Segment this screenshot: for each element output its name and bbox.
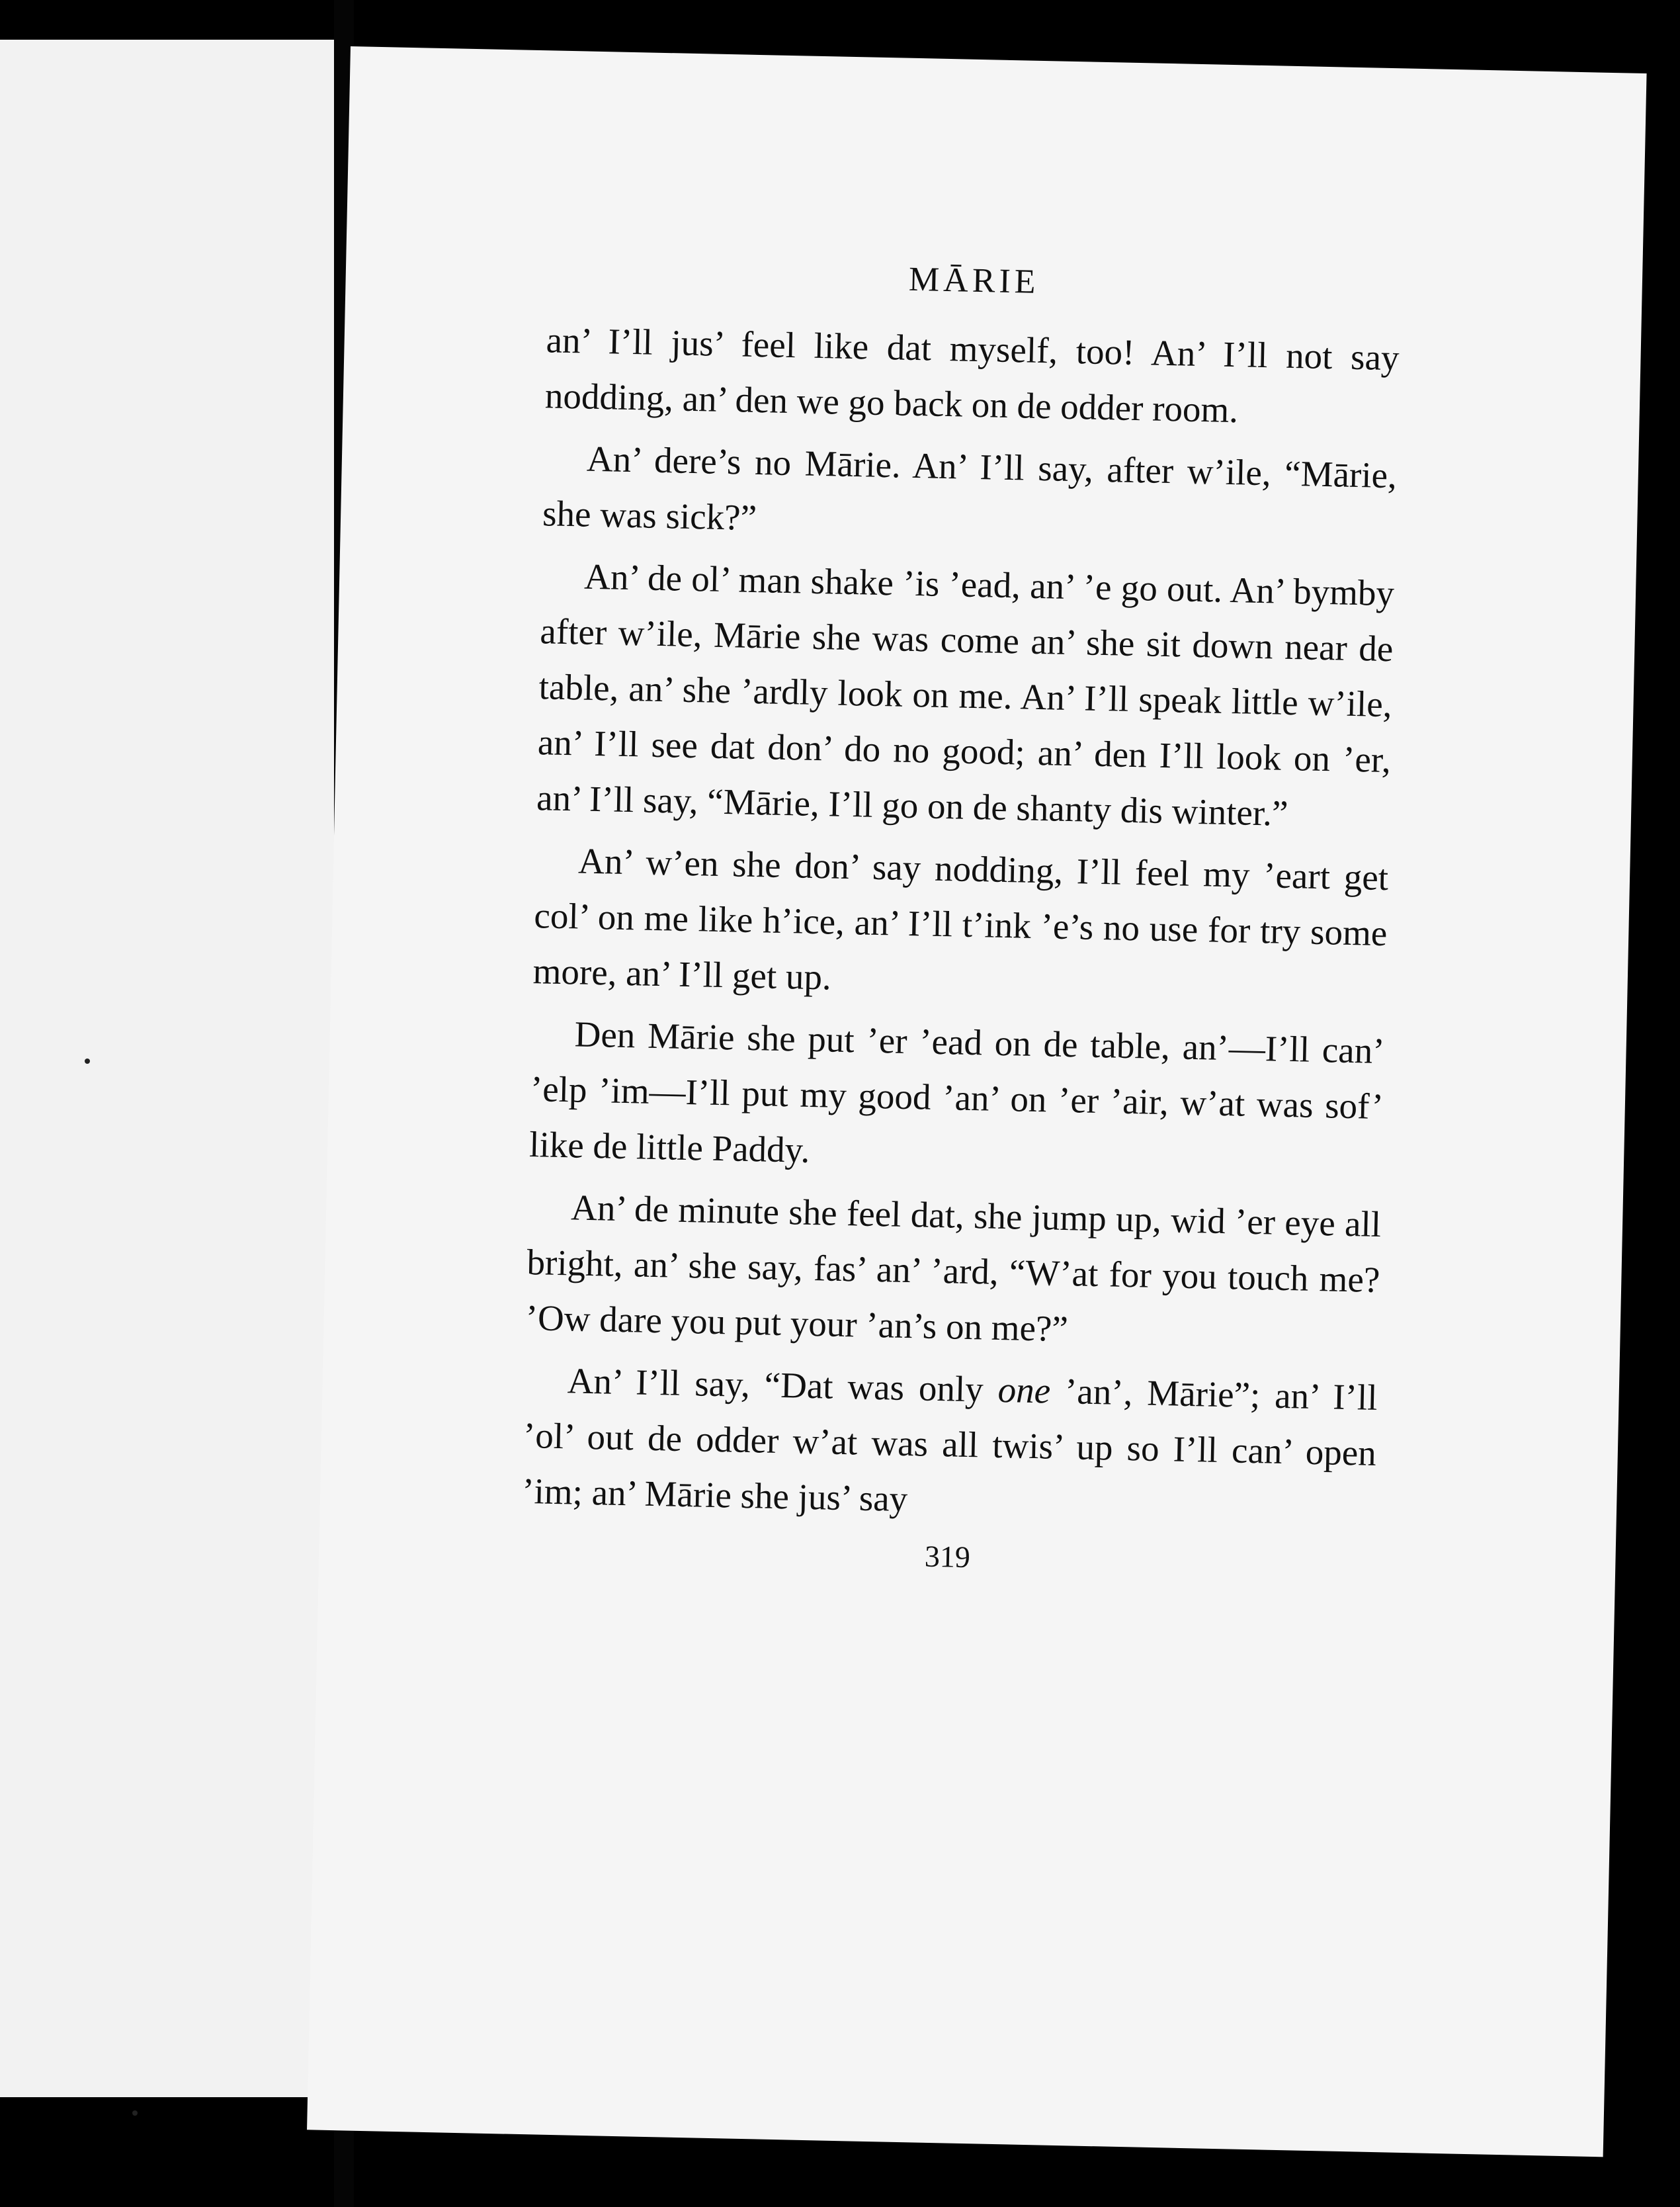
text-run: An’ I’ll say, “Dat was only — [567, 1360, 999, 1410]
text-run: ’an’, Mārie”; an’ I’ll ’ol’ out de odder w’at was all twis’ up so I’ll can’ open ’im; an’ Mārie she jus’ say — [521, 1370, 1378, 1520]
running-head: MĀRIE — [908, 260, 1040, 301]
paragraph-last — [521, 1352, 1378, 1537]
speck-mark — [132, 2110, 138, 2116]
paragraph: Den Mārie she put ’er ’ead on de table, an’—I’ll can’ ’elp ’im—I’ll put my good ’an’ on ’er ’air, w’at was sof’ like de little Paddy. — [528, 1014, 1386, 1170]
paragraph: An’ w’en she don’ say nodding, I’ll feel my ’eart get col’ on me like h’ice, an’ I’ll t’ink ’e’s no use for try some more, an’ I’ll get up. — [532, 840, 1389, 998]
paragraph: An’ de minute she feel dat, she jump up, wid ’er eye all bright, an’ she say, fas’ an’ ’ard, “W’at for you touch me? ’Ow dare you put your ’an’s on me?” — [525, 1187, 1382, 1350]
paragraph: An’ de ol’ man shake ’is ’ead, an’ ’e go out. An’ bymby after w’ile, Mārie she was come an’ she sit down near de table, an’ she ’ardly look on me. An’ I’ll speak little w’ile, an’ I’ll see dat don’ do no good; an’ den I’ll look on ’er, an’ I’ll say, “Mārie, I’ll go on de shanty dis winter.” — [536, 556, 1395, 834]
paragraph: an’ I’ll jus’ feel like dat myself, too! An’ I’ll not say nodding, an’ den we go back on de odder room. — [544, 320, 1400, 431]
paragraph: An’ dere’s no Mārie. An’ I’ll say, after w’ile, “Mārie, she was sick?” — [542, 438, 1398, 539]
emphasis-text: one — [997, 1369, 1051, 1411]
right-page — [307, 46, 1647, 2157]
speck-mark — [85, 1059, 90, 1064]
page-text-block — [521, 249, 1401, 1586]
page-number: 319 — [924, 1539, 971, 1575]
left-page-blank — [0, 40, 335, 2097]
